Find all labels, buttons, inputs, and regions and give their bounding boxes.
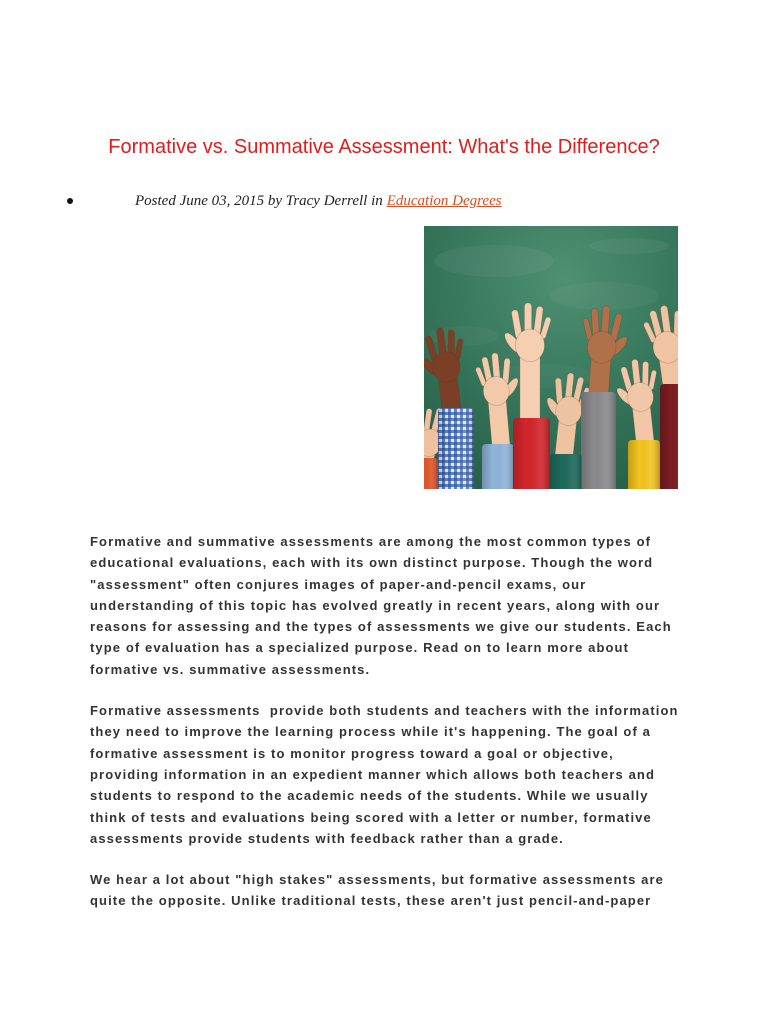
paragraph-line: reasons for assessing and the types of assessments we give our students. Each [90, 619, 672, 635]
raised-hands-photo [424, 226, 678, 489]
article-body [90, 531, 730, 932]
paragraph-line: formative vs. summative assessments. [90, 661, 371, 677]
paragraph-line: Formative and summative assessments are among the most common types of [90, 534, 652, 549]
paragraph-line: providing information in an expedient manner which allows both teachers and [90, 766, 656, 782]
byline-line [135, 192, 502, 210]
byline-text: Posted June 03, 2015 by Tracy Derrell in [135, 193, 383, 209]
paragraph-line: think of tests and evaluations being scored with a letter or number, formative [90, 809, 652, 825]
paragraph-line: type of evaluation has a specialized purpose. Read on to learn more about [90, 640, 630, 656]
paragraph-line: "assessment" often conjures images of paper-and-pencil exams, our [90, 576, 587, 592]
byline [0, 192, 768, 210]
list-bullet-icon [67, 198, 73, 204]
paragraph-line: quite the opposite. Unlike traditional tests, these aren't just pencil-and-paper [90, 893, 652, 909]
paragraph-line: understanding of this topic has evolved greatly in recent years, along with our [90, 597, 661, 613]
paragraph [90, 531, 730, 680]
paragraph-line: Formative assessments provide both students and teachers with the information [90, 703, 679, 719]
paragraph-line: they need to improve the learning process while it's happening. The goal of a [90, 724, 651, 740]
paragraph [90, 869, 730, 912]
paragraph-line: students to respond to the academic needs of the students. While we usually [90, 788, 649, 804]
category-link[interactable]: Education Degrees [386, 193, 502, 209]
article-title: Formative vs. Summative Assessment: What's the Difference? [108, 136, 660, 158]
paragraph-line: formative assessment is to monitor progress toward a goal or objective, [90, 745, 614, 761]
paragraph [90, 700, 730, 849]
paragraph-line: We hear a lot about "high stakes" assessments, but formative assessments are [90, 872, 664, 888]
article-image [424, 226, 678, 489]
paragraph-line: educational evaluations, each with its own distinct purpose. Though the word [90, 555, 654, 571]
paragraph-line: assessments provide students with feedback rather than a grade. [90, 830, 564, 846]
